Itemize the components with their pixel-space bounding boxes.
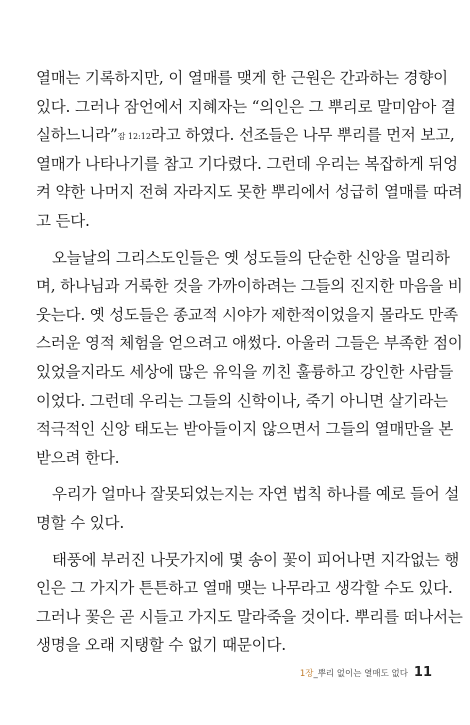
text-line: 고 든다. [36,211,90,230]
text-line: 그러나 꽃은 곧 시들고 가지도 말라죽을 것이다. 뿌리를 떠나서는 [36,607,463,626]
text-line: 이었다. 그런데 우리는 그들의 신학이나, 죽기 아니면 살기라는 [36,391,448,410]
paragraph-4 [36,546,463,660]
text-line: 열매가 나타나기를 참고 기다렸다. 그런데 우리는 복잡하게 뒤엉 [36,154,458,173]
text-segment: 실하느니라” [36,126,118,145]
text-line: 열매는 기록하지만, 이 열매를 맺게 한 근원은 간과하는 경향이 [36,69,448,87]
scripture-reference: 잠 12:12 [117,132,151,142]
text-line: 오늘날의 그리스도인들은 옛 성도들의 단순한 신앙을 멀리하 [52,248,450,267]
text-line: 적극적인 신앙 태도는 받아들이지 않으면서 그들의 열매만을 본 [36,420,454,439]
text-line: 며, 하나님과 거룩한 것을 가까이하려는 그들의 진지한 마음을 비 [36,277,463,296]
text-line [36,121,455,150]
text-line: 있다. 그러나 잠언에서 지혜자는 “의인은 그 뿌리로 말미암아 결 [36,97,456,116]
running-footer [300,665,432,680]
body-text [36,64,463,660]
chapter-title [300,667,408,679]
paragraph-1 [36,64,463,236]
text-line: 태풍에 부러진 나뭇가지에 몇 송이 꽃이 피어나면 지각없는 행 [52,550,460,569]
text-line: 있었을지라도 세상에 많은 유익을 끼친 훌륭하고 강인한 사람들 [36,362,454,381]
text-segment: 라고 하였다. 선조들은 나무 뿌리를 먼저 보고, [150,126,455,145]
chapter-name: _뿌리 없이는 열매도 없다 [313,669,408,679]
chapter-number: 1장 [299,669,314,679]
text-line: 생명을 오래 지탱할 수 없기 때문이다. [36,636,286,655]
text-line: 켜 약한 나머지 전혀 자라지도 못한 뿌리에서 성급히 열매를 따려 [36,183,463,202]
text-line: 명할 수 있다. [36,513,125,532]
paragraph-2 [36,244,463,473]
text-line: 인은 그 가지가 튼튼하고 열매 맺는 나무라고 생각할 수도 있다. [36,579,453,598]
text-line: 우리가 얼마나 잘못되었는지는 자연 법칙 하나를 예로 들어 설 [52,485,460,504]
text-line: 스러운 영적 체험을 얻으려고 애썼다. 아울러 그들은 부족한 점이 [36,334,463,353]
page-number: 11 [413,665,432,680]
text-line: 웃는다. 옛 성도들은 종교적 시야가 제한적이었을지 몰라도 만족 [36,305,458,324]
text-line: 받으려 한다. [36,448,120,467]
paragraph-3 [36,480,460,537]
